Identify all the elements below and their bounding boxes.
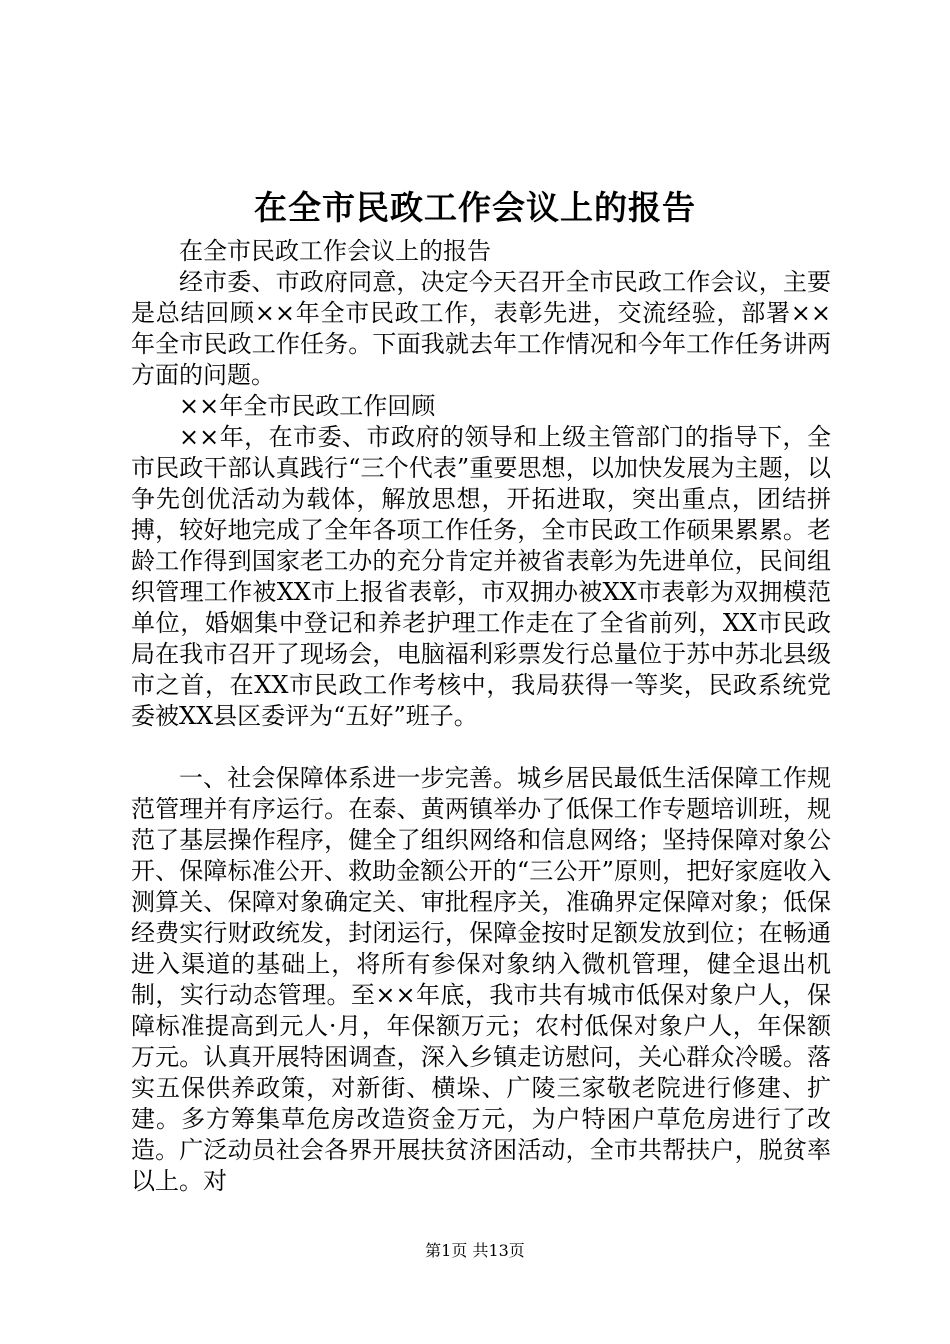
body-paragraph-subtitle: 在全市民政工作会议上的报告 xyxy=(179,237,491,265)
body-paragraph-review: ××年，在市委、市政府的领导和上级主管部门的指导下，全市民政干部认真践行“三个代表”重要思想，以加快发展为主题，以争先创优活动为载体，解放思想，开拓进取，突出重点，团结拼搏，较好地完成了全年各项工作任务，全市民政工作硕果累累。老龄工作得到国家老工办的充分肯定并被省表彰为先进单位，民间组织管理工作被XX市上报省表彰，市双拥办被XX市表彰为双拥模范单位，婚姻集中登记和养老护理工作走在了全省前列，XX市民政局在我市召开了现场会，电脑福利彩票发行总量位于苏中苏北县级市之首，在XX市民政工作考核中，我局获得一等奖，民政系统党委被XX县区委评为“五好”班子。 xyxy=(131,423,831,730)
body-paragraph-social-security: 一、社会保障体系进一步完善。城乡居民最低生活保障工作规范管理并有序运行。在泰、黄两镇举办了低保工作专题培训班，规范了基层操作程序，健全了组织网络和信息网络；坚持保障对象公开、保障标准公开、救助金额公开的“三公开”原则，把好家庭收入测算关、保障对象确定关、审批程序关，准确界定保障对象；低保经费实行财政统发，封闭运行，保障金按时足额发放到位；在畅通进入渠道的基础上，将所有参保对象纳入微机管理，健全退出机制，实行动态管理。至××年底，我市共有城市低保对象户人，保障标准提高到元人·月，年保额万元；农村低保对象户人，年保额万元。认真开展特困调查，深入乡镇走访慰问，关心群众冷暖。落实五保供养政策，对新街、横垛、广陵三家敬老院进行修建、扩建。多方筹集草危房改造资金万元，为户特困户草危房进行了改造。广泛动员社会各界开展扶贫济困活动，全市共帮扶户，脱贫率以上。对 xyxy=(131,764,831,1195)
body-paragraph-intro: 经市委、市政府同意，决定今天召开全市民政工作会议，主要是总结回顾××年全市民政工作，表彰先进，交流经验，部署××年全市民政工作任务。下面我就去年工作情况和今年工作任务讲两方面的问题。 xyxy=(131,268,831,389)
page-footer: 第1页 共13页 xyxy=(425,1241,525,1260)
document-body xyxy=(131,236,831,1197)
section-heading-review: ××年全市民政工作回顾 xyxy=(179,392,436,420)
document-title: 在全市民政工作会议上的报告 xyxy=(254,188,696,227)
